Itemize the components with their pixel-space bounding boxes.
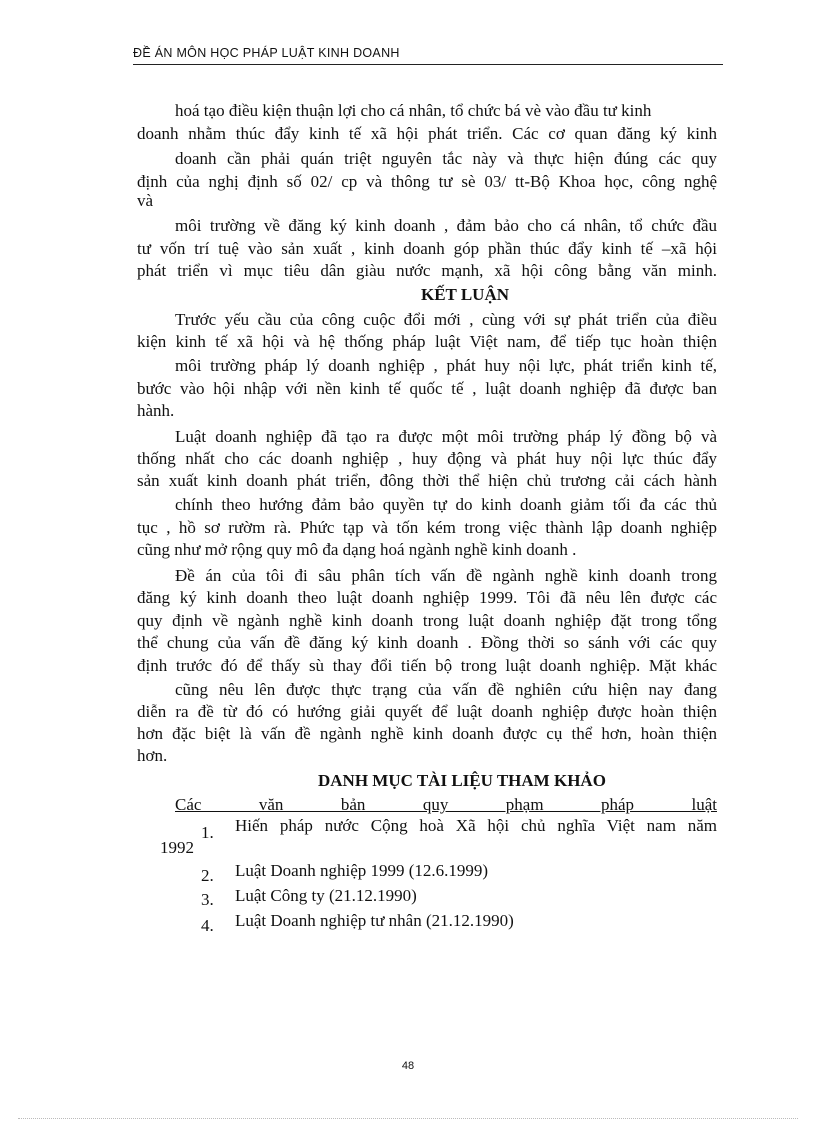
conclusion-line: hành.	[137, 401, 175, 420]
conclusion-line: thể chung của vấn đề đăng ký kinh doanh . Đồng thời so sánh với các quy	[137, 633, 717, 652]
reference-item: Luật Công ty (21.12.1990)	[235, 886, 417, 905]
conclusion-line: kiện kinh tế xã hội và hệ thống pháp luật Việt nam, để tiếp tục hoàn thiện	[137, 332, 717, 351]
conclusion-line: tục , hồ sơ rườm rà. Phức tạp và tốn kém trong việc thành lập doanh nghiệp	[137, 518, 717, 537]
page-header: ĐỀ ÁN MÔN HỌC PHÁP LUẬT KINH DOANH	[133, 46, 400, 60]
reference-item: Luật Doanh nghiệp 1999 (12.6.1999)	[235, 861, 489, 880]
body-line: định của nghị định số 02/ cp và thông tư sè 03/ tt-Bộ Khoa học, công nghệ	[137, 172, 717, 191]
conclusion-line: Trước yếu cầu của công cuộc đổi mới , cùng với sự phát triển của điều	[175, 310, 717, 329]
conclusion-line: thống nhất cho các doanh nghiệp , huy động và phát huy nội lực thúc đẩy	[137, 449, 717, 468]
references-heading: DANH MỤC TÀI LIỆU THAM KHẢO	[318, 771, 606, 790]
conclusion-line: cũng nêu lên được thực trạng của vấn đề nghiên cứu hiện nay đang	[175, 680, 717, 699]
body-line: môi trường về đăng ký kinh doanh , đảm bảo cho cá nhân, tổ chức đầu	[175, 216, 717, 235]
reference-item: Luật Doanh nghiệp tư nhân (21.12.1990)	[235, 911, 514, 930]
references-subheading: Các văn bản quy phạm pháp luật	[175, 795, 717, 814]
reference-number: 3.	[201, 890, 214, 909]
body-line: hoá tạo điều kiện thuận lợi cho cá nhân, tổ chức bá vè vào đầu tư kinh	[175, 101, 652, 120]
conclusion-line: diễn ra đề từ đó có hướng giải quyết để luật doanh nghiệp được hoàn thiện	[137, 702, 717, 721]
page-bottom-rule	[18, 1118, 798, 1119]
body-line: tư vốn trí tuệ vào sản xuất , kinh doanh góp phần thúc đẩy kinh tế –xã hội	[137, 239, 717, 258]
conclusion-line: Luật doanh nghiệp đã tạo ra được một môi trường pháp lý đồng bộ và	[175, 427, 717, 446]
reference-number: 2.	[201, 866, 214, 885]
page-number: 48	[401, 1060, 415, 1072]
body-line: và	[137, 191, 154, 210]
conclusion-line: định trước đó để thấy sù thay đổi tiến bộ trong luật doanh nghiệp. Mặt khác	[137, 656, 717, 675]
conclusion-line: cũng như mở rộng quy mô đa dạng hoá ngành nghề kinh doanh .	[137, 540, 577, 559]
conclusion-line: sản xuất kinh doanh phát triển, đông thời thể hiện chủ trương cải cách hành	[137, 471, 717, 490]
conclusion-line: bước vào hội nhập với nền kinh tế quốc tế , luật doanh nghiệp đã được ban	[137, 379, 717, 398]
conclusion-heading: KẾT LUẬN	[420, 285, 509, 304]
conclusion-line: chính theo hướng đảm bảo quyền tự do kinh doanh giảm tối đa các thủ	[175, 495, 717, 514]
body-line: phát triển vì mục tiêu dân giàu nước mạnh, xã hội công bằng văn minh.	[137, 261, 717, 280]
conclusion-line: quy định về ngành nghề kinh doanh trong luật doanh nghiệp đặt trong tổng	[137, 611, 717, 630]
body-line: doanh cần phải quán triệt nguyên tắc này và thực hiện đúng các quy	[175, 149, 717, 168]
reference-number: 1.	[201, 823, 214, 842]
conclusion-line: đăng ký kinh doanh theo luật doanh nghiệp 1999. Tôi đã nêu lên được các	[137, 588, 717, 607]
reference-item-continuation: 1992	[160, 838, 194, 857]
reference-number: 4.	[201, 916, 214, 935]
reference-item: Hiến pháp nước Cộng hoà Xã hội chủ nghĩa Việt nam năm	[235, 816, 717, 835]
conclusion-line: Đề án của tôi đi sâu phân tích vấn đề ngành nghề kinh doanh trong	[175, 566, 717, 585]
body-line: doanh nhằm thúc đẩy kinh tế xã hội phát triển. Các cơ quan đăng ký kinh	[137, 124, 717, 143]
conclusion-line: hơn.	[137, 746, 168, 765]
conclusion-line: môi trường pháp lý doanh nghiệp , phát huy nội lực, phát triển kinh tế,	[175, 356, 717, 375]
conclusion-line: hơn đặc biệt là vấn đề ngành nghề kinh doanh được cụ thể hơn, hoàn thiện	[137, 724, 717, 743]
header-rule	[133, 64, 723, 65]
